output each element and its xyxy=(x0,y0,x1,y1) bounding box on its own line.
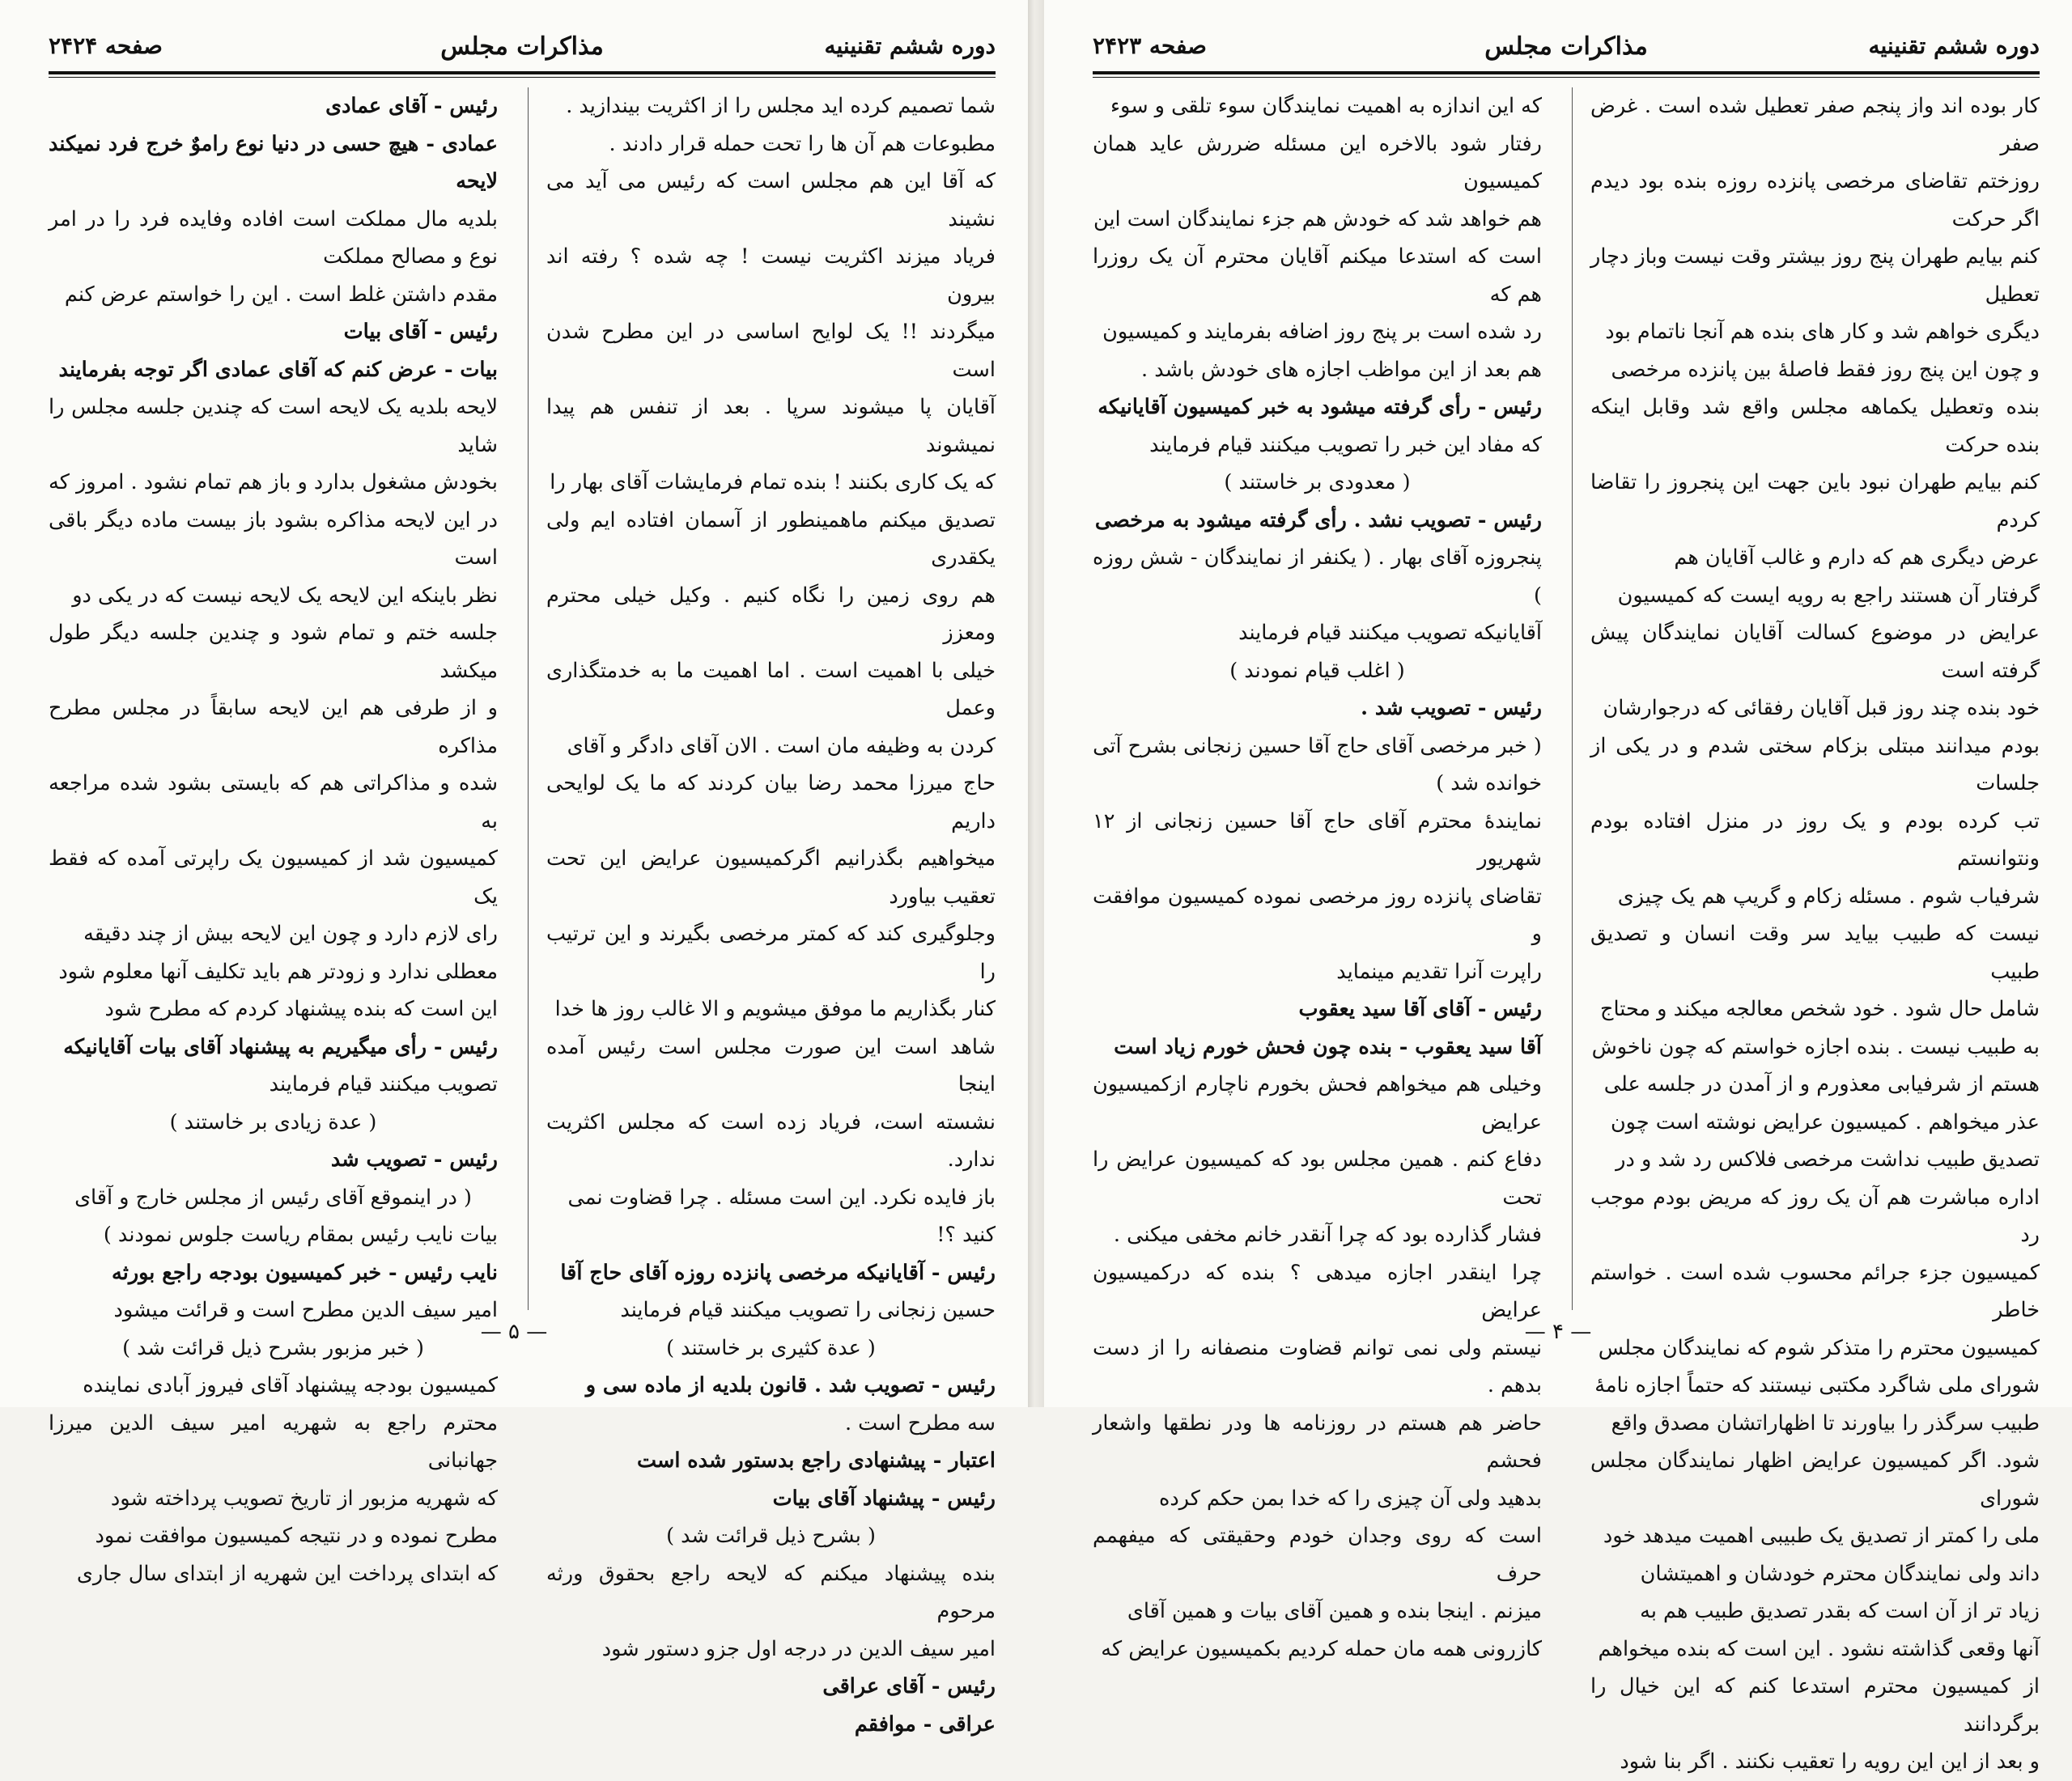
header-rule-thin xyxy=(1093,77,2040,78)
text-line: نشسته است، فریاد زده است که مجلس اکثریت ندارد. xyxy=(546,1109,996,1172)
text-line: عرایض در موضوع کسالت آقایان نمایندگان پیش گرفته است xyxy=(1590,621,2040,683)
text-line: بنده وتعطیل یکماهه مجلس واقع شد وقابل اینکه بنده حرکت xyxy=(1590,395,2040,457)
text-line: بودم میدانند مبتلی بزکام سختی شدم و در یکی از جلسات xyxy=(1590,733,2040,795)
text-line: طبیب سرگذر را بیاورند تا اظهاراتشان مصدق واقع xyxy=(1611,1410,2040,1435)
text-line: وجلوگیری کند که کمتر مرخصی بگیرند و این ترتیب را xyxy=(546,922,996,984)
text-line: شرفیاب شوم . مسئله زکام و گریپ هم یک چیزی xyxy=(1617,884,2040,909)
text-line: که ابتدای پرداخت این شهریه از ابتدای سال جاری xyxy=(76,1561,498,1586)
text-line: شاهد است این صورت مجلس است رئیس آمده اینجا xyxy=(546,1034,996,1096)
text-line: ملی را کمتر از تصدیق یک طبیبی اهمیت میدهد خود xyxy=(1603,1524,2040,1548)
text-line: کار بوده اند واز پنجم صفر تعطیل شده است . غرض صفر xyxy=(1590,94,2040,156)
text-line: آقا سید یعقوب - بنده چون فحش خورم زیاد است xyxy=(1114,1034,1542,1059)
text-line: شورای ملی شاگرد مکتبی نیستند که حتماً اجازه نامهٔ xyxy=(1594,1373,2040,1397)
text-line: رئیس - پیشنهاد آقای بیات xyxy=(772,1486,996,1511)
text-line: که یک کاری بکنند ! بنده تمام فرمایشات آقای بهار را xyxy=(550,470,996,494)
text-line: رئیس - رأی گرفته میشود به خبر کمیسیون آقایانیکه xyxy=(1098,395,1542,419)
text-line: بلدیه مال مملکت است افاده وفایده فرد را در امر نوع و مصالح مملکت xyxy=(49,206,498,269)
page-label: صفحه ۲۴۲۴ xyxy=(49,32,163,59)
text-line: بنده پیشنهاد میکنم که لایحه راجع بحقوق ورثه مرحوم xyxy=(546,1561,996,1623)
text-line: در این لایحه مذاکره بشود باز بیست ماده دیگر باقی است xyxy=(49,507,498,570)
text-line: معطلی ندارد و زودتر هم باید تکلیف آنها معلوم شود xyxy=(58,959,498,984)
header-rule xyxy=(1093,71,2040,74)
text-line: لایحه بلدیه یک لایحه است که چندین جلسه مجلس را شاید xyxy=(49,395,498,457)
text-line: کنم بیایم طهران پنج روز بیشتر وقت نیست وباز دچار تعطیل xyxy=(1590,244,2040,307)
text-line: کمیسیون بودجه پیشنهاد آقای فیروز آبادی نماینده xyxy=(83,1373,498,1397)
text-line: رئیس - تصویب نشد . رأی گرفته میشود به مرخصی xyxy=(1094,507,1542,532)
text-line: که مفاد این خبر را تصویب میکنند قیام فرمایند xyxy=(1149,432,1542,457)
text-line: حاج میرزا محمد رضا بیان کردند که ما یک لوایحی داریم xyxy=(546,771,996,833)
text-line: کنم بیایم طهران نبود باین جهت این پنجروز را تقاضا کردم xyxy=(1590,470,2040,532)
text-line: کمیسیون محترم را متذکر شوم که نمایندگان مجلس xyxy=(1598,1335,2040,1360)
text-line: عرض دیگری هم که دارم و غالب آقایان هم xyxy=(1674,545,2040,570)
text-line: هم بعد از این مواظب اجازه های خودش باشد . xyxy=(1140,357,1542,382)
text-line: شده و مذاکراتی هم که بایستی بشود شده مراجعه به xyxy=(49,771,498,833)
page-right xyxy=(1044,0,2072,1774)
text-line: کنید ؟! xyxy=(936,1223,996,1247)
text-line: تب کرده بودم و یک روز در منزل افتاده بودم ونتوانستم xyxy=(1590,808,2040,871)
text-line: آنها وقعی گذاشته نشود . این است که بنده میخواهم xyxy=(1598,1636,2040,1661)
text-line: دیگری خواهم شد و کار های بنده هم آنجا ناتمام بود xyxy=(1605,320,2040,344)
text-line: شامل حال شود . خود شخص معالجه میکند و محتاج xyxy=(1600,997,2040,1021)
text-line: نظر باینکه این لایحه یک لایحه نیست که در یکی دو xyxy=(72,583,498,608)
text-line: مطبوعات هم آن ها را تحت حمله قرار دادند . xyxy=(609,131,996,156)
text-line: داند ولی نمایندگان محترم خودشان و اهمیتشان xyxy=(1640,1561,2040,1586)
text-line: اعتبار - پیشنهادی راجع بدستور شده است xyxy=(636,1448,996,1473)
text-line: دفاع کنم . همین مجلس بود که کمیسیون عرایض را تحت xyxy=(1093,1147,1542,1210)
text-line: و از طرفی هم این لایحه سابقاً در مجلس مطرح مذاکره xyxy=(49,696,498,758)
text-line: رئیس - آقای بیات xyxy=(343,320,498,344)
text-line: روزختم تقاضای مرخصی پانزده روزه بنده بود دیدم اگر حرکت xyxy=(1590,169,2040,231)
book-gutter xyxy=(1028,0,1044,1407)
text-line: بدهید ولی آن چیزی را که خدا بمن حکم کرده xyxy=(1158,1486,1542,1511)
text-line: ( اغلب قیام نمودند ) xyxy=(1229,658,1405,683)
text-line: خیلی با اهمیت است . اما اهمیت ما به خدمتگذاری وعمل xyxy=(546,658,996,720)
text-line: و بعد از این این رویه را تعقیب نکنند . اگر بنا شود xyxy=(1620,1749,2040,1774)
page-number: — ۴ — xyxy=(1524,1320,1592,1344)
text-line: عراقی - موافقم xyxy=(854,1711,996,1736)
text-line: نایب رئیس - خبر کمیسیون بودجه راجع بورثه xyxy=(112,1260,498,1285)
text-line: این است که بنده پیشنهاد کردم که مطرح شود xyxy=(104,997,498,1021)
text-line: مقدم داشتن غلط است . این را خواستم عرض کنم xyxy=(64,282,498,307)
text-line: بیات نایب رئیس بمقام ریاست جلوس نمودند ) xyxy=(103,1223,498,1247)
text-line: بخودش مشغول بدارد و باز هم تمام نشود . امروز که xyxy=(49,470,498,494)
text-line: حسین زنجانی را تصویب میکنند قیام فرمایند xyxy=(620,1298,996,1322)
text-line: رئیس - آقای عمادی xyxy=(325,94,498,118)
header-rule-thin xyxy=(49,77,996,78)
text-line: کمیسیون جزء جرائم محسوب شده است . خواستم خاطر xyxy=(1590,1260,2040,1322)
text-line: چرا اینقدر اجازه میدهی ؟ بنده که درکمیسیون عرایض xyxy=(1093,1260,1542,1322)
text-line: نمایندهٔ محترم آقای حاج آقا حسین زنجانی از ۱۲ شهریور xyxy=(1093,808,1542,871)
text-line: خود بنده چند روز قبل آقایان رفقائی که درجوارشان xyxy=(1603,696,2040,720)
column-left xyxy=(1093,87,1542,1661)
text-line: رد شده است بر پنج روز اضافه بفرمایند و کمیسیون xyxy=(1102,320,1542,344)
text-line: ( خبر مرخصی آقای حاج آقا حسین زنجانی بشرح آتی xyxy=(1093,733,1542,758)
text-line: شما تصمیم کرده اید مجلس را از اکثریت بیندازید . xyxy=(566,94,996,118)
text-line: جلسه ختم و تمام شود و چندین جلسه دیگر طول میکشد xyxy=(49,621,498,683)
text-line: عمادی - هیچ حسی در دنیا نوع راموٌ خرج فرد نمیکند لایحه xyxy=(49,131,498,193)
text-line: تصدیق میکنم ماهمینطور از آسمان افتاده ایم ولی یکقدری xyxy=(546,507,996,570)
text-line: آقایان پا میشوند سرپا . بعد از تنفس هم پیدا نمیشوند xyxy=(546,395,996,457)
text-line: ( خبر مزبور بشرح ذیل قرائت شد ) xyxy=(122,1335,424,1360)
text-line: کمیسیون شد از کمیسیون یک راپرتی آمده که فقط یک xyxy=(49,846,498,909)
text-line: باز فایده نکرد. این است مسئله . چرا قضاوت نمی xyxy=(567,1185,996,1210)
text-line: و چون این پنج روز فقط فاصلهٔ بین پانزده مرخصی xyxy=(1611,357,2040,382)
text-line: رئیس - تصویب شد . قانون بلدیه از ماده سی و xyxy=(585,1373,996,1397)
text-line: کازرونی همه مان حمله کردیم بکمیسیون عرایض که xyxy=(1101,1636,1542,1661)
text-line: راپرت آنرا تقدیم مینماید xyxy=(1336,959,1542,984)
text-line: ( بشرح ذیل قرائت شد ) xyxy=(666,1524,876,1548)
session-label: دوره ششم تقنینیه xyxy=(824,32,996,59)
text-line: که این اندازه به اهمیت نمایندگان سوء تلقی و سوء xyxy=(1110,94,1542,118)
text-line: رئیس - رأی میگیریم به پیشنهاد آقای بیات آقایانیکه xyxy=(63,1034,498,1059)
text-line: زیاد تر از آن است که بقدر تصدیق طبیب هم به xyxy=(1640,1599,2040,1623)
text-line: رئیس - آقایانیکه مرخصی پانزده روزه آقای حاج آقا xyxy=(560,1260,996,1285)
text-line: رئیس - آقای عراقی xyxy=(822,1674,996,1698)
text-line: هم روی زمین را نگاه کنیم . وکیل خیلی محترم ومعزز xyxy=(546,583,996,645)
text-line: حاضر هم هستم در روزنامه ها ودر نطقها واشعار فحشم xyxy=(1093,1410,1542,1473)
column-right xyxy=(1590,87,2040,1774)
text-line: رئیس - آقای آقا سید یعقوب xyxy=(1298,997,1542,1021)
text-line: سه مطرح است . xyxy=(844,1410,996,1435)
text-line: رای لازم دارد و چون این لایحه بیش از چند دقیقه xyxy=(83,922,498,946)
text-line: از کمیسیون محترم استدعا کنم که این خیال را برگردانند xyxy=(1590,1674,2040,1736)
text-line: شود. اگر کمیسیون عرایض اظهار نمایندگان مجلس شورای xyxy=(1590,1448,2040,1511)
text-line: وخیلی هم میخواهم فحش بخورم ناچارم ازکمیسیون عرایض xyxy=(1093,1072,1542,1134)
text-line: تقاضای پانزده روز مرخصی نموده کمیسیون موافقت و xyxy=(1093,884,1542,946)
text-line: است که استدعا میکنم آقایان محترم آن یک روزرا هم که xyxy=(1093,244,1542,307)
text-line: آقایانیکه تصویب میکنند قیام فرمایند xyxy=(1238,621,1542,645)
text-line: رئیس - تصویب شد xyxy=(330,1147,498,1172)
column-right xyxy=(546,87,996,1736)
text-line: نیست که طبیب بیاید سر وقت انسان و تصدیق طبیب xyxy=(1590,922,2040,984)
column-divider xyxy=(528,87,529,1310)
text-line: میگردند !! یک لوایح اساسی در این مطرح شدن است xyxy=(546,320,996,382)
text-line: که آقا این هم مجلس است که رئیس می آید می نشیند xyxy=(546,169,996,231)
text-line: پنجروزه آقای بهار . ( یکنفر از نمایندگان - شش روزه ) xyxy=(1093,545,1542,608)
text-line: مطرح نموده و در نتیجه کمیسیون موافقت نمود xyxy=(95,1524,498,1548)
page-number: — ۵ — xyxy=(480,1320,548,1344)
text-line: میزنم . اینجا بنده و همین آقای بیات و همین آقای xyxy=(1127,1599,1542,1623)
text-line: فشار گذارده بود که چرا آنقدر خانم مخفی میکنی . xyxy=(1113,1223,1542,1247)
text-line: نیستم ولی نمی توانم قضاوت منصفانه را از دست بدهم . xyxy=(1093,1335,1542,1397)
column-left xyxy=(49,87,498,1586)
text-line: رفتار شود بالاخره این مسئله ضررش عاید همان کمیسیون xyxy=(1093,131,1542,193)
text-line: ( در اینموقع آقای رئیس از مجلس خارج و آقای xyxy=(74,1185,472,1210)
page-header xyxy=(49,32,996,68)
text-line: که شهریه مزبور از تاریخ تصویب پرداخته شود xyxy=(110,1486,498,1511)
text-line: است که روی وجدان خودم وحقیقتی که میفهمم حرف xyxy=(1093,1524,1542,1586)
text-line: میخواهیم بگذرانیم اگرکمیسیون عرایض این تحت تعقیب بیاورد xyxy=(546,846,996,909)
text-line: به طبیب نیست . بنده اجازه خواستم که چون ناخوش xyxy=(1591,1034,2040,1059)
text-line: امیر سیف الدین در درجه اول جزو دستور شود xyxy=(601,1636,996,1661)
text-line: ( عدة زیادی بر خاستند ) xyxy=(169,1109,377,1134)
text-line: تصدیق طبیب نداشت مرخصی فلاکس رد شد و در xyxy=(1616,1147,2040,1172)
page-header xyxy=(1093,32,2040,68)
text-line: امیر سیف الدین مطرح است و قرائت میشود xyxy=(113,1298,498,1322)
text-line: عذر میخواهم . کمیسیون عرایض نوشته است چون xyxy=(1610,1109,2040,1134)
text-line: بیات - عرض کنم که آقای عمادی اگر توجه بفرمایند xyxy=(58,357,498,382)
text-line: تصویب میکنند قیام فرمایند xyxy=(269,1072,498,1096)
text-line: کنار بگذاریم ما موفق میشویم و الا غالب روز ها خدا xyxy=(554,997,996,1021)
text-line: رئیس - تصویب شد . xyxy=(1361,696,1542,720)
text-line: گرفتار آن هستند راجع به رویه ایست که کمیسیون xyxy=(1617,583,2040,608)
text-line: هستم از شرفیابی معذورم و از آمدن در جلسه علی xyxy=(1603,1072,2040,1096)
page-label: صفحه ۲۴۲۳ xyxy=(1093,32,1207,59)
text-line: ( معدودی بر خاستند ) xyxy=(1224,470,1411,494)
text-line: محترم راجع به شهریه امیر سیف الدین میرزا جهانبانی xyxy=(49,1410,498,1473)
page-left xyxy=(0,0,1028,1736)
text-line: هم خواهد شد که خودش هم جزء نمایندگان است این xyxy=(1093,206,1542,231)
session-label: دوره ششم تقنینیه xyxy=(1868,32,2040,59)
text-line: فریاد میزند اکثریت نیست ! چه شده ؟ رفته اند بیرون xyxy=(546,244,996,307)
text-line: ( عدة کثیری بر خاستند ) xyxy=(666,1335,876,1360)
header-rule xyxy=(49,71,996,74)
column-divider xyxy=(1572,87,1573,1310)
header-title: مذاکرات مجلس xyxy=(440,32,604,61)
text-line: اداره مباشرت هم آن یک روز که مریض بودم موجب رد xyxy=(1590,1185,2040,1247)
text-line: کردن به وظیفه مان است . الان آقای دادگر و آقای xyxy=(567,733,996,758)
text-line: خوانده شد ) xyxy=(1436,771,1542,795)
header-title: مذاکرات مجلس xyxy=(1484,32,1648,61)
